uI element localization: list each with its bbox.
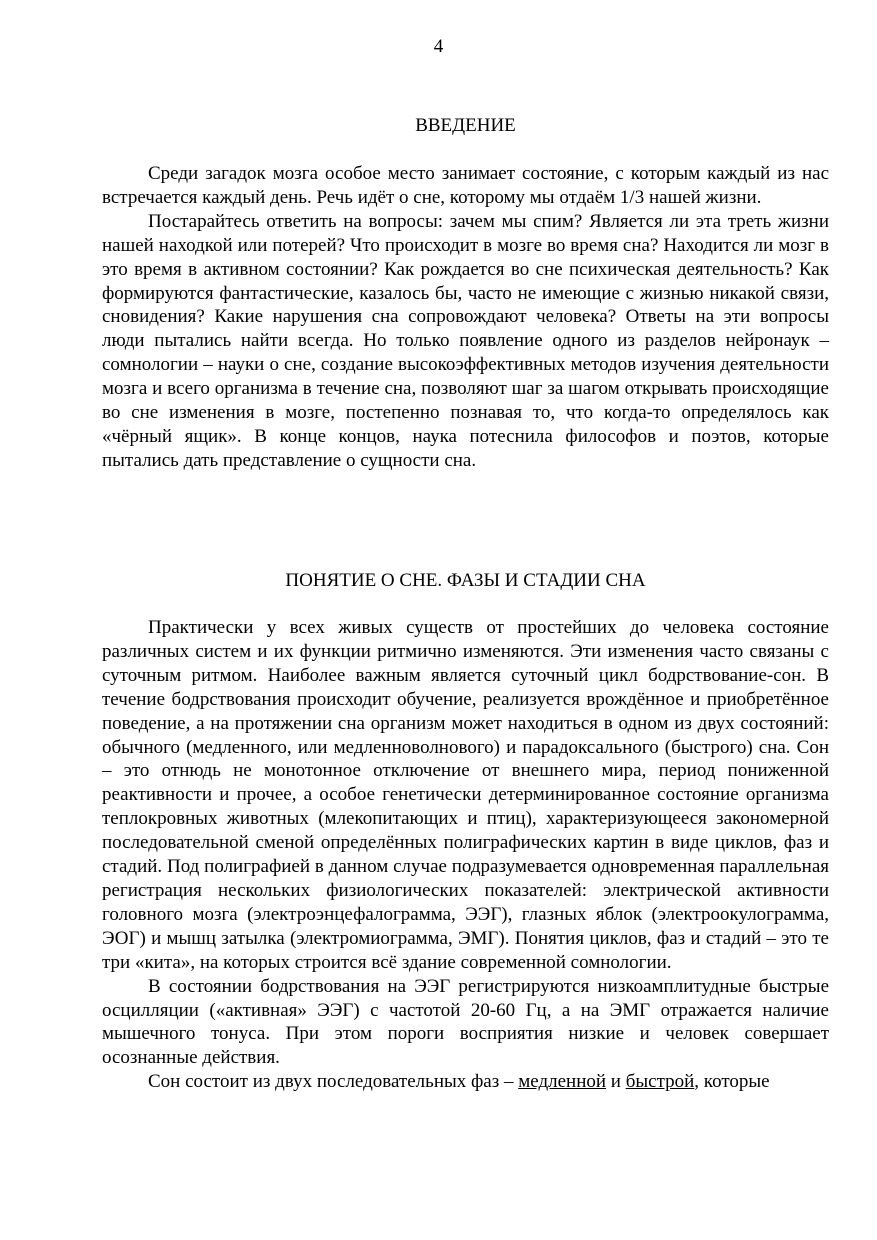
paragraph: Постарайтесь ответить на вопросы: зачем мы спим? Является ли эта треть жизни нашей находкой или потерей? Что происходит в мозге во время сна? Находится ли мозг в это время в активном состоянии? Как рождается во сне психическая деятельность? Как формируются фантастические, казалось бы, часто не имеющие с жизнью никакой связи, сновидения? Какие нарушения сна сопровождают человека? Ответы на эти вопросы люди пытались найти всегда. Но только появление одного из разделов нейронаук – сомнологии – науки о сне, создание высокоэффективных методов изучения деятельности мозга и всего организма в течение сна, позволяют шаг за шагом открывать происходящие во сне изменения в мозге, постепенно познавая то, что когда-то определялось как «чёрный ящик». В конце концов, наука потеснила философов и поэтов, которые пытались дать представление о сущности сна. — [102, 210, 829, 471]
paragraph: Практически у всех живых существ от простейших до человека состояние различных систем и их функции ритмично изменяются. Эти изменения часто связаны с суточным ритмом. Наиболее важным является суточный цикл бодрствование-сон. В течение бодрствования происходит обучение, реализуется врождённое и приобретённое поведение, а на протяжении сна организм может находиться в одном из двух состояний: обычного (медленного, или медленноволнового) и парадоксального (быстрого) сна. Сон – это отнюдь не монотонное отключение от внешнего мира, период пониженной реактивности и прочее, а особое генетически детерминированное состояние организма теплокровных животных (млекопитающих и птиц), характеризующееся закономерной последовательной сменой определённых полиграфических картин в виде циклов, фаз и стадий. Под полиграфией в данном случае подразумевается одновременная параллельная регистрация нескольких физиологических показателей: электрической активности головного мозга (электроэнцефалограмма, ЭЭГ), глазных яблок (электроокулограмма, ЭОГ) и мышц затылка (электромиограмма, ЭМГ). Понятия циклов, фаз и стадий – это те три «кита», на которых строится всё здание современной сомнологии. — [102, 617, 829, 973]
link-slow-phase[interactable]: медленной — [518, 1071, 607, 1093]
paragraph-last — [102, 1070, 829, 1094]
text-fragment: Сон состоит из двух последовательных фаз – — [148, 1071, 519, 1093]
text-fragment: , которые — [694, 1071, 770, 1093]
section-heading-introduction: ВВЕДЕНИЕ — [415, 115, 516, 136]
paragraph: В состоянии бодрствования на ЭЭГ регистрируются низкоамплитудные быстрые осцилляции («активная» ЭЭГ) с частотой 20-60 Гц, а на ЭМГ отражается наличие мышечного тонуса. При этом пороги восприятия низкие и человек совершает осознанные действия. — [102, 975, 829, 1069]
introduction-body — [102, 162, 829, 473]
link-fast-phase[interactable]: быстрой — [625, 1071, 695, 1093]
page-number: 4 — [433, 36, 444, 57]
text-fragment: и — [606, 1071, 626, 1093]
section-heading-sleep-concept: ПОНЯТИЕ О СНЕ. ФАЗЫ И СТАДИИ СНА — [285, 570, 646, 591]
sleep-concept-body — [102, 616, 829, 1094]
paragraph: Среди загадок мозга особое место занимает состояние, с которым каждый из нас встречается каждый день. Речь идёт о сне, которому мы отдаём 1/3 нашей жизни. — [102, 163, 829, 208]
